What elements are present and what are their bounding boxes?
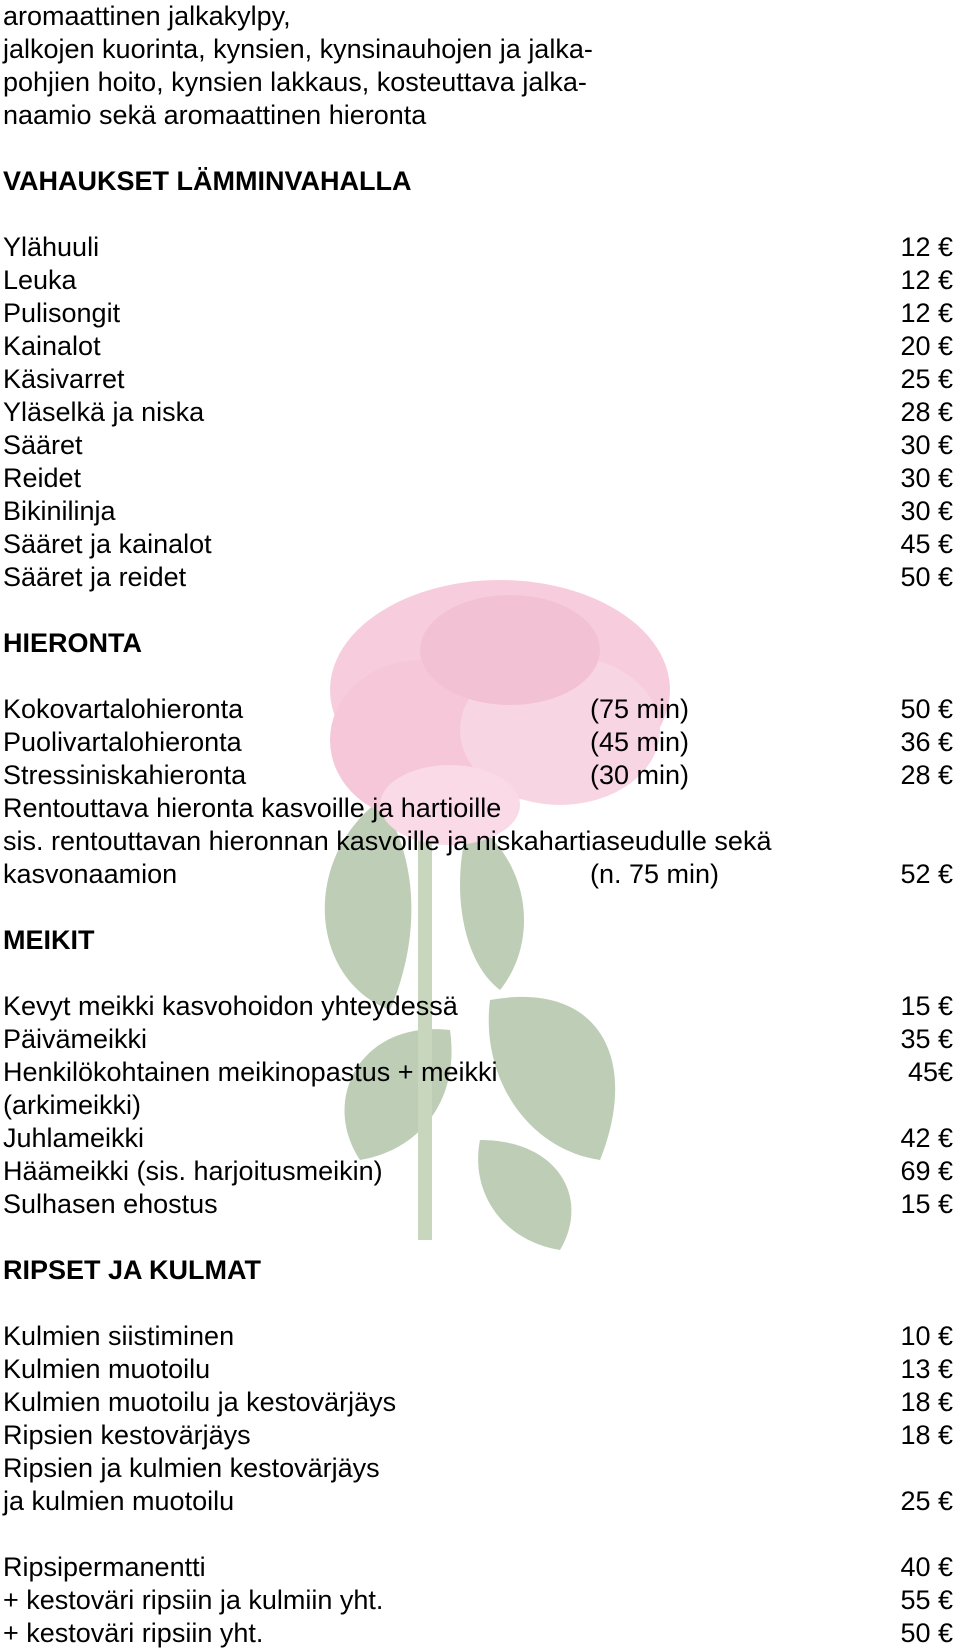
service-name: Ripsien kestovärjäys	[3, 1420, 251, 1450]
service-name: (arkimeikki)	[3, 1090, 141, 1120]
price-row	[3, 726, 960, 759]
service-price: 50 €	[900, 694, 953, 724]
price-row	[3, 1023, 960, 1056]
section-heading-massage: HIERONTA	[3, 628, 142, 658]
service-price: 50 €	[900, 562, 953, 592]
service-price: 28 €	[900, 760, 953, 790]
service-name: Stressiniskahieronta	[3, 760, 247, 790]
price-row	[3, 330, 960, 363]
intro-line: pohjien hoito, kynsien lakkaus, kosteuttava jalka-	[3, 67, 587, 97]
service-price: 30 €	[900, 430, 953, 460]
price-row	[3, 990, 960, 1023]
service-name: Ylähuuli	[3, 232, 100, 262]
service-price: 15 €	[900, 1189, 953, 1219]
service-name: Kulmien muotoilu ja kestovärjäys	[3, 1387, 397, 1417]
service-price: 12 €	[900, 298, 953, 328]
price-row	[3, 1353, 960, 1386]
service-name: + kestoväri ripsiin ja kulmiin yht.	[3, 1585, 384, 1615]
price-row	[3, 1485, 960, 1518]
price-row	[3, 1551, 960, 1584]
section-heading-lashes: RIPSET JA KULMAT	[3, 1255, 262, 1285]
service-price: 12 €	[900, 232, 953, 262]
service-price: 25 €	[900, 364, 953, 394]
service-price: 50 €	[900, 1618, 953, 1648]
service-name: Bikinilinja	[3, 496, 116, 526]
service-price: 35 €	[900, 1024, 953, 1054]
service-name: Leuka	[3, 265, 77, 295]
spacer	[3, 660, 960, 693]
price-row	[3, 1089, 960, 1122]
service-name: Käsivarret	[3, 364, 125, 394]
service-name: Puolivartalohieronta	[3, 727, 242, 757]
price-row	[3, 231, 960, 264]
service-price: 10 €	[900, 1321, 953, 1351]
intro-line: jalkojen kuorinta, kynsien, kynsinauhojen ja jalka-	[3, 34, 593, 64]
service-price: 55 €	[900, 1585, 953, 1615]
price-row	[3, 1188, 960, 1221]
service-duration: (75 min)	[590, 694, 690, 724]
spacer	[3, 132, 960, 165]
price-row	[3, 561, 960, 594]
spacer	[3, 1221, 960, 1254]
service-name: Ripsien ja kulmien kestovärjäys	[3, 1453, 380, 1483]
service-name: Sääret	[3, 430, 83, 460]
price-row	[3, 1617, 960, 1650]
service-price: 20 €	[900, 331, 953, 361]
service-name: Ripsipermanentti	[3, 1552, 206, 1582]
price-list	[3, 0, 960, 1650]
service-name: Päivämeikki	[3, 1024, 148, 1054]
price-row	[3, 396, 960, 429]
service-price: 42 €	[900, 1123, 953, 1153]
price-row	[3, 1320, 960, 1353]
service-name: Sääret ja reidet	[3, 562, 187, 592]
service-name: Kulmien siistiminen	[3, 1321, 235, 1351]
price-row	[3, 1122, 960, 1155]
service-name: Häämeikki (sis. harjoitusmeikin)	[3, 1156, 383, 1186]
price-row	[3, 1419, 960, 1452]
service-price: 15 €	[900, 991, 953, 1021]
spacer	[3, 594, 960, 627]
price-row	[3, 297, 960, 330]
service-name: ja kulmien muotoilu	[3, 1486, 235, 1516]
service-price: 52 €	[900, 859, 953, 889]
price-row	[3, 759, 960, 792]
service-price: 36 €	[900, 727, 953, 757]
spacer	[3, 957, 960, 990]
service-name: + kestoväri ripsiin yht.	[3, 1618, 264, 1648]
price-row	[3, 1056, 960, 1089]
service-price: 40 €	[900, 1552, 953, 1582]
service-price: 28 €	[900, 397, 953, 427]
service-duration: (45 min)	[590, 727, 690, 757]
service-name: Pulisongit	[3, 298, 121, 328]
price-row	[3, 693, 960, 726]
service-price: 13 €	[900, 1354, 953, 1384]
service-name: Yläselkä ja niska	[3, 397, 205, 427]
service-name: Sääret ja kainalot	[3, 529, 212, 559]
service-price: 69 €	[900, 1156, 953, 1186]
price-row	[3, 363, 960, 396]
service-price: 30 €	[900, 496, 953, 526]
service-price: 18 €	[900, 1420, 953, 1450]
service-price: 30 €	[900, 463, 953, 493]
price-row	[3, 1452, 960, 1485]
service-price: 18 €	[900, 1387, 953, 1417]
service-name: Henkilökohtainen meikinopastus + meikki	[3, 1057, 498, 1087]
service-name: sis. rentouttavan hieronnan kasvoille ja niskahartiaseudulle sekä	[3, 826, 772, 856]
service-name: Kulmien muotoilu	[3, 1354, 211, 1384]
spacer	[3, 1287, 960, 1320]
service-name: Kainalot	[3, 331, 101, 361]
service-name: Rentouttava hieronta kasvoille ja hartioille	[3, 793, 502, 823]
price-row	[3, 528, 960, 561]
service-name: Juhlameikki	[3, 1123, 145, 1153]
service-name: Kevyt meikki kasvohoidon yhteydessä	[3, 991, 458, 1021]
service-price: 45€	[907, 1057, 953, 1087]
intro-line: naamio sekä aromaattinen hieronta	[3, 100, 427, 130]
service-price: 12 €	[900, 265, 953, 295]
price-row	[3, 1386, 960, 1419]
price-row	[3, 264, 960, 297]
intro-line: aromaattinen jalkakylpy,	[3, 1, 291, 31]
service-price: 25 €	[900, 1486, 953, 1516]
service-duration: (n. 75 min)	[590, 859, 720, 889]
price-row	[3, 1584, 960, 1617]
service-name: Reidet	[3, 463, 82, 493]
service-name: kasvonaamion	[3, 859, 178, 889]
price-row	[3, 429, 960, 462]
section-heading-makeup: MEIKIT	[3, 925, 95, 955]
price-row	[3, 495, 960, 528]
section-heading-waxing: VAHAUKSET LÄMMINVAHALLA	[3, 166, 412, 196]
price-row	[3, 792, 960, 825]
service-name: Kokovartalohieronta	[3, 694, 244, 724]
spacer	[3, 1518, 960, 1551]
price-row	[3, 462, 960, 495]
service-duration: (30 min)	[590, 760, 690, 790]
spacer	[3, 891, 960, 924]
price-row	[3, 1155, 960, 1188]
service-price: 45 €	[900, 529, 953, 559]
service-name: Sulhasen ehostus	[3, 1189, 218, 1219]
spacer	[3, 198, 960, 231]
price-row	[3, 825, 960, 858]
price-row	[3, 858, 960, 891]
